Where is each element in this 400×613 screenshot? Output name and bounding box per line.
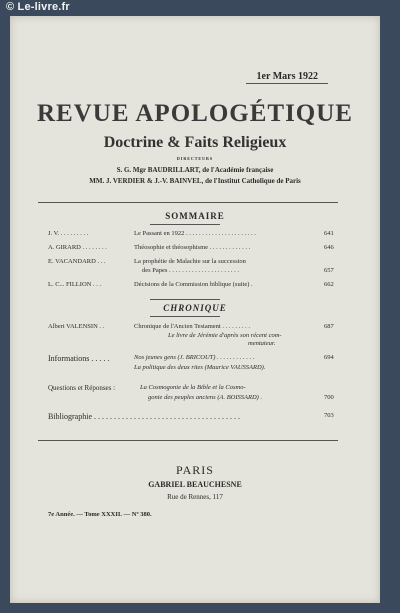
row-title: Chronique de l'Ancien Testament . . . . . . . . . xyxy=(134,323,250,330)
row-author: Informations . . . . . xyxy=(48,354,110,363)
date-underline xyxy=(246,83,328,84)
row-subtitle: Le livre de Jérémie d'après son récent com- xyxy=(168,332,282,339)
issue-line: 7e Année. — Tome XXXII. — Nº 380. xyxy=(48,511,152,518)
sommaire-heading: SOMMAIRE xyxy=(165,211,225,221)
row-page: 662 xyxy=(324,281,334,288)
row-title: Nos jeunes gens (J. BRICOUT) . . . . . . . . . . . . xyxy=(134,354,255,361)
chronique-heading: CHRONIQUE xyxy=(163,303,227,313)
divider-rule xyxy=(38,202,338,203)
row-title: La Cosmogonie de la Bible et la Cosmo- xyxy=(140,384,246,391)
watermark: © Le-livre.fr xyxy=(6,1,70,13)
divider-rule xyxy=(38,440,338,441)
row-title: La prophétie de Malachie sur la succession xyxy=(134,258,246,265)
row-title: Théosophie et théosophisme . . . . . . . . . . . . . xyxy=(134,244,251,251)
row-author: A. GIRARD . . . . . . . . xyxy=(48,244,107,251)
row-author: Albert VALENSIN . . xyxy=(48,323,105,330)
chronique-underline xyxy=(150,316,220,317)
directors-line-1: S. G. Mgr BAUDRILLART, de l'Académie française xyxy=(116,166,274,174)
row-subtitle: gonie des peuples anciens (A. BOISSARD) . xyxy=(148,394,263,401)
publisher-address: Rue de Rennes, 117 xyxy=(167,493,223,501)
row-author: Questions et Réponses : xyxy=(48,384,116,392)
row-subtitle-continued: mentateur. xyxy=(248,340,276,347)
row-title: Décisions de la Commission biblique (suite) . xyxy=(134,281,253,288)
row-title: Le Passant en 1922 . . . . . . . . . . . . . . . . . . . . . . xyxy=(134,230,256,237)
magazine-cover xyxy=(10,16,380,603)
row-page: 700 xyxy=(324,394,334,401)
row-page: 657 xyxy=(324,267,334,274)
row-author: Bibliographie . . . . . . . . . . . . . . . . . . . . . . . . . . . . . . . . . . . . . xyxy=(48,412,240,421)
journal-subtitle: Doctrine & Faits Religieux xyxy=(103,134,287,151)
row-page: 687 xyxy=(324,323,334,330)
directors-label: DIRECTEURS xyxy=(176,156,214,161)
publisher-name: GABRIEL BEAUCHESNE xyxy=(148,480,242,489)
journal-title: REVUE APOLOGÉTIQUE xyxy=(37,100,353,127)
row-title-continued: des Papes . . . . . . . . . . . . . . . . . . . . . . xyxy=(142,267,239,274)
chronique-rule xyxy=(150,299,220,300)
sommaire-underline xyxy=(150,224,220,225)
row-page: 694 xyxy=(324,354,334,361)
issue-date: 1er Mars 1922 xyxy=(256,71,318,82)
row-author: J. V. . . . . . . . . . xyxy=(48,230,89,237)
row-author: L. C... FILLION . . . xyxy=(48,281,102,288)
row-subtitle: La politique des deux rites (Maurice VAUSSARD). xyxy=(134,364,266,371)
publisher-city: PARIS xyxy=(176,463,214,477)
row-page: 703 xyxy=(324,412,334,419)
directors-line-2: MM. J. VERDIER & J.-V. BAINVEL, de l'Institut Catholique de Paris xyxy=(89,177,301,185)
row-page: 646 xyxy=(324,244,334,251)
row-author: E. VACANDARD . . . xyxy=(48,258,106,265)
row-page: 641 xyxy=(324,230,334,237)
